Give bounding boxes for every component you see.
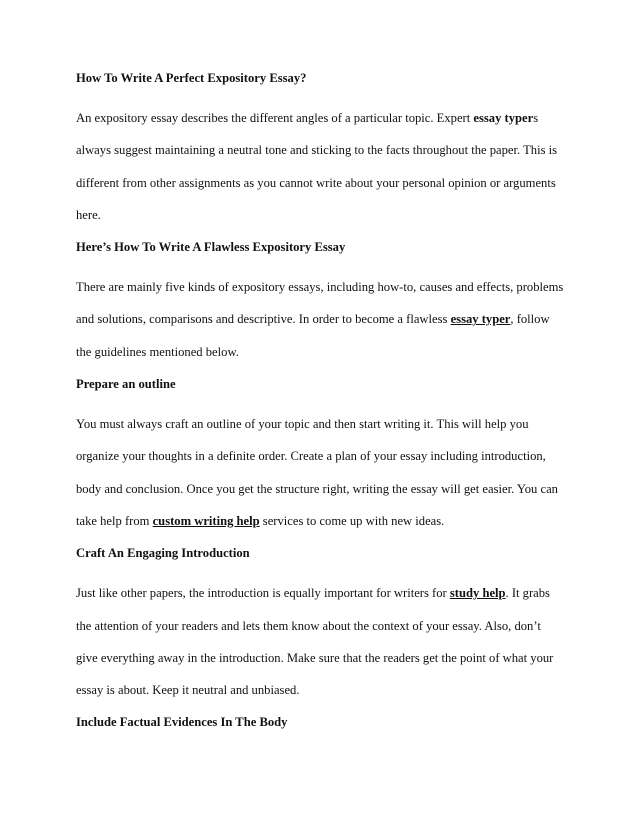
section2-text: take help from xyxy=(76,513,153,528)
study-help-link[interactable]: study help xyxy=(449,586,506,601)
section3-paragraph xyxy=(76,577,576,706)
essay-typer-link[interactable]: essay typer xyxy=(450,312,511,327)
section1-text-suffix: , follow xyxy=(510,312,550,327)
section3-text: Just like other papers, the introduction is equally important for writers for xyxy=(76,586,450,601)
section1-line-3: the guidelines mentioned below. xyxy=(76,344,239,359)
document-page xyxy=(76,70,576,730)
section-heading-flawless: Here’s How To Write A Flawless Expository Essay xyxy=(76,240,346,255)
intro-line-2: always suggest maintaining a neutral tone and sticking to the facts throughout the paper. This is xyxy=(76,143,558,158)
intro-line-1 xyxy=(76,102,576,134)
section3-line-4: essay is about. Keep it neutral and unbiased. xyxy=(76,683,300,698)
section1-text: and solutions, comparisons and descriptive. In order to become a flawless xyxy=(76,312,451,327)
section2-text-suffix: services to come up with new ideas. xyxy=(259,513,445,528)
custom-writing-help-link[interactable]: custom writing help xyxy=(152,513,260,528)
section-heading-introduction: Craft An Engaging Introduction xyxy=(76,546,250,561)
section2-line-2: organize your thoughts in a definite order. Create a plan of your essay including introduction, xyxy=(76,449,546,464)
section3-line-2: the attention of your readers and lets them know about the context of your essay. Also, don’t xyxy=(76,618,541,633)
section1-line-1: There are mainly five kinds of expository essays, including how-to, causes and effects, problems xyxy=(76,280,564,295)
section1-line-2 xyxy=(76,303,576,335)
intro-paragraph xyxy=(76,102,576,231)
section-heading-outline: Prepare an outline xyxy=(76,377,176,392)
section2-line-3: body and conclusion. Once you get the structure right, writing the essay will get easier. You can xyxy=(76,481,558,496)
intro-line-4: here. xyxy=(76,207,101,222)
section2-line-4 xyxy=(76,505,576,537)
section1-paragraph xyxy=(76,271,576,368)
intro-line-3: different from other assignments as you cannot write about your personal opinion or arguments xyxy=(76,175,556,190)
section2-paragraph xyxy=(76,408,576,537)
intro-text: An expository essay describes the different angles of a particular topic. Expert xyxy=(76,111,474,125)
document-title: How To Write A Perfect Expository Essay? xyxy=(76,71,307,85)
section2-line-1: You must always craft an outline of your topic and then start writing it. This will help you xyxy=(76,417,529,432)
intro-text-suffix: s xyxy=(533,111,539,125)
section3-line-1 xyxy=(76,577,576,609)
essay-typer-term: essay typer xyxy=(473,111,534,125)
section-heading-body: Include Factual Evidences In The Body xyxy=(76,715,288,730)
section3-line-3: give everything away in the introduction. Make sure that the readers get the point of what your xyxy=(76,650,554,665)
section3-text-suffix: . It grabs xyxy=(505,586,550,601)
